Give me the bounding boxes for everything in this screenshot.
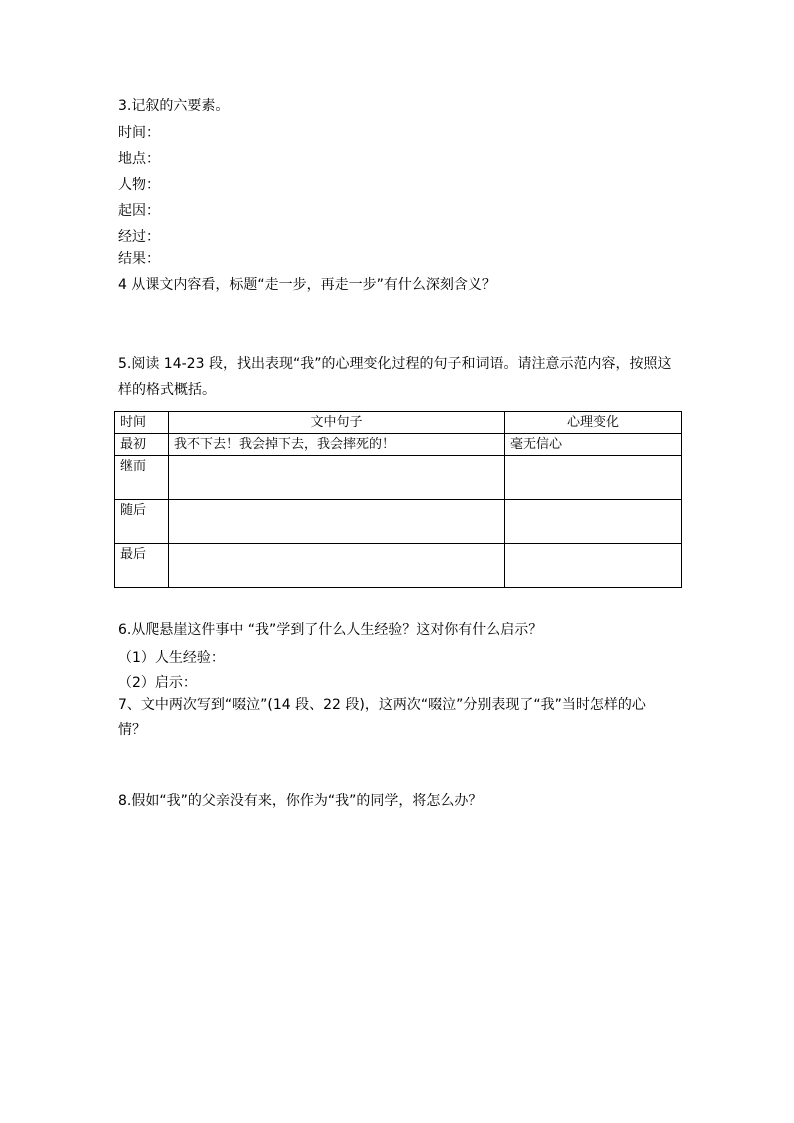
q4-text: 4 从课文内容看，标题“走一步，再走一步”有什么深刻含义？ (118, 277, 496, 293)
q6-sub-experience: （1）人生经验： (118, 650, 225, 666)
header-change: 心理变化 (505, 412, 682, 434)
q3-element-process: 经过： (118, 229, 160, 245)
row-change-answer[interactable] (505, 456, 682, 500)
row-sentence-answer[interactable] (169, 544, 505, 588)
q5-line1: 5.阅读 14-23 段，找出表现“我”的心理变化过程的句子和词语。请注意示范内容，按照这 (118, 356, 672, 372)
q7-line1: 7、文中两次写到“啜泣”(14 段、22 段)，这两次“啜泣”分别表现了“我”当时怎样的心 (118, 697, 646, 713)
header-sentence: 文中句子 (169, 412, 505, 434)
table-row (115, 456, 682, 500)
row-sentence: 我不下去！我会掉下去，我会摔死的！ (169, 434, 505, 456)
header-time: 时间 (115, 412, 169, 434)
table-header-row (115, 412, 682, 434)
row-sentence-answer[interactable] (169, 500, 505, 544)
q8-text: 8.假如“我”的父亲没有来，你作为“我”的同学，将怎么办？ (118, 793, 483, 809)
row-change-answer[interactable] (505, 544, 682, 588)
q5-line2: 样的格式概括。 (118, 382, 216, 398)
q7-line2: 情？ (118, 722, 146, 738)
row-time: 最后 (115, 544, 169, 588)
row-time: 继而 (115, 456, 169, 500)
q6-sub-inspiration: （2）启示： (118, 675, 197, 691)
table-row (115, 544, 682, 588)
row-time: 最初 (115, 434, 169, 456)
q3-element-people: 人物： (118, 177, 160, 193)
row-change-answer[interactable] (505, 500, 682, 544)
q3-element-cause: 起因： (118, 203, 160, 219)
table-row (115, 500, 682, 544)
q3-element-place: 地点： (118, 151, 160, 167)
q3-element-time: 时间： (118, 125, 160, 141)
table-row (115, 434, 682, 456)
q3-title: 3.记叙的六要素。 (118, 98, 230, 114)
row-sentence-answer[interactable] (169, 456, 505, 500)
q6-title: 6.从爬悬崖这件事中 “我”学到了什么人生经验？这对你有什么启示？ (118, 622, 543, 638)
row-time: 随后 (115, 500, 169, 544)
q3-element-result: 结果： (118, 251, 160, 267)
row-change: 毫无信心 (505, 434, 682, 456)
psychology-change-table (114, 411, 682, 588)
